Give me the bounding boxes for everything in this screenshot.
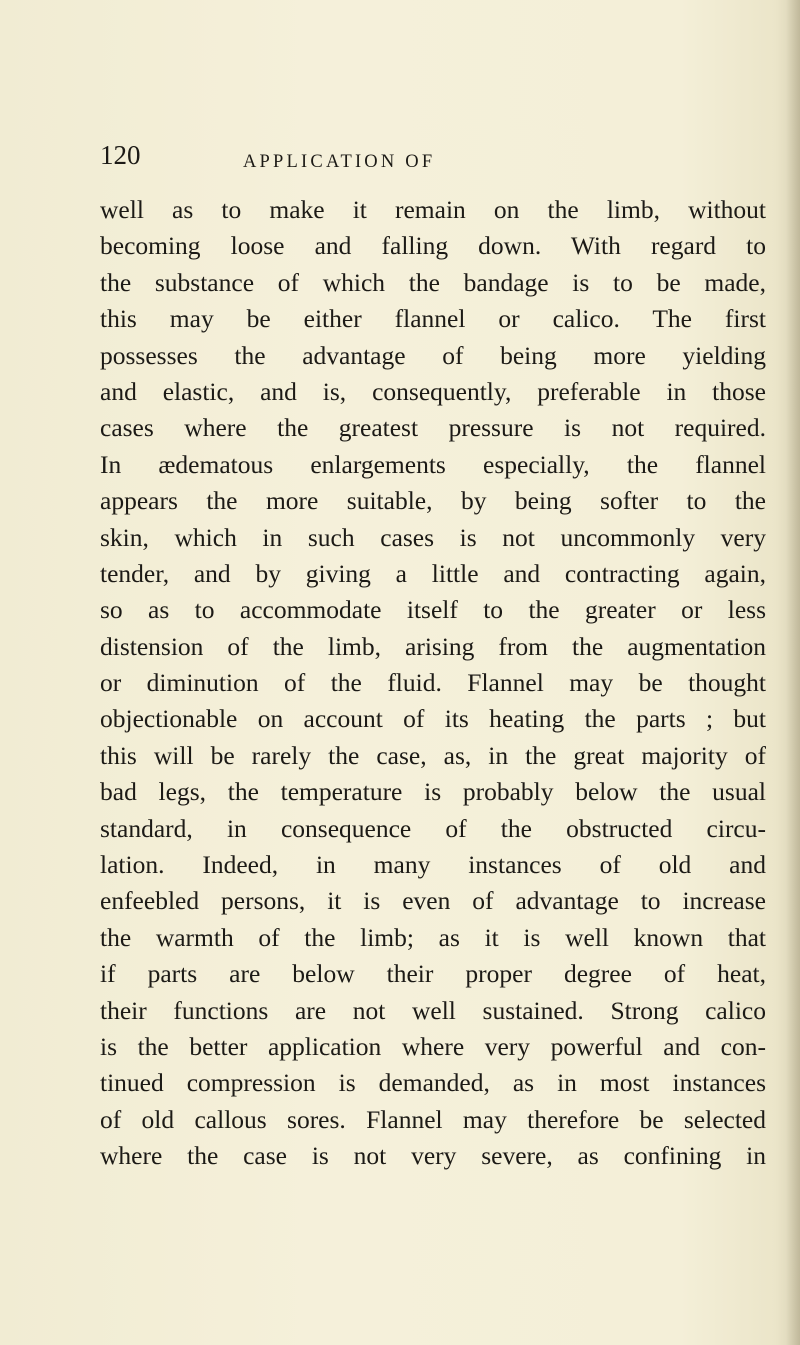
text-line: standard, in consequence of the obstructed circu- [100,813,766,843]
text-line: well as to make it remain on the limb, without [100,195,766,224]
text-line: becoming loose and falling down. With regard to [100,231,766,261]
text-line: if parts are below their proper degree of heat, [100,959,766,989]
text-line: and elastic, and is, consequently, preferable in those [100,376,766,406]
text-line: is the better application where very powerful and con- [100,1031,766,1061]
text-line: possesses the advantage of being more yielding [100,340,766,370]
body-paragraph [100,192,766,1175]
text-line: or diminution of the fluid. Flannel may be thought [100,668,766,698]
text-line: where the case is not very severe, as confining in [100,1141,766,1171]
page-number: 120 [100,140,141,170]
text-line: tender, and by giving a little and contracting again, [100,558,766,588]
text-line: bad legs, the temperature is probably below the usual [100,777,766,807]
page-edge-shadow [786,0,800,1345]
text-line: cases where the greatest pressure is not required. [100,413,766,443]
text-line: the substance of which the bandage is to be made, [100,267,766,297]
text-line: their functions are not well sustained. Strong calico [100,995,766,1025]
text-line: lation. Indeed, in many instances of old and [100,850,766,880]
text-line: the warmth of the limb; as it is well known that [100,922,766,952]
text-line: enfeebled persons, it is even of advantage to increase [100,886,766,916]
text-line: In ædematous enlargements especially, the flannel [100,449,766,479]
text-line: distension of the limb, arising from the augmentation [100,631,766,661]
text-line: of old callous sores. Flannel may therefore be selected [100,1104,766,1134]
text-line: so as to accommodate itself to the greater or less [100,595,766,625]
text-line: this may be either flannel or calico. The first [100,304,766,334]
text-line: tinued compression is demanded, as in most instances [100,1068,766,1098]
text-line: skin, which in such cases is not uncommonly very [100,522,766,552]
text-line: this will be rarely the case, as, in the great majority of [100,740,766,770]
running-title: APPLICATION OF [243,152,436,172]
text-line: appears the more suitable, by being softer to the [100,486,766,516]
text-line: objectionable on account of its heating the parts ; but [100,704,766,734]
